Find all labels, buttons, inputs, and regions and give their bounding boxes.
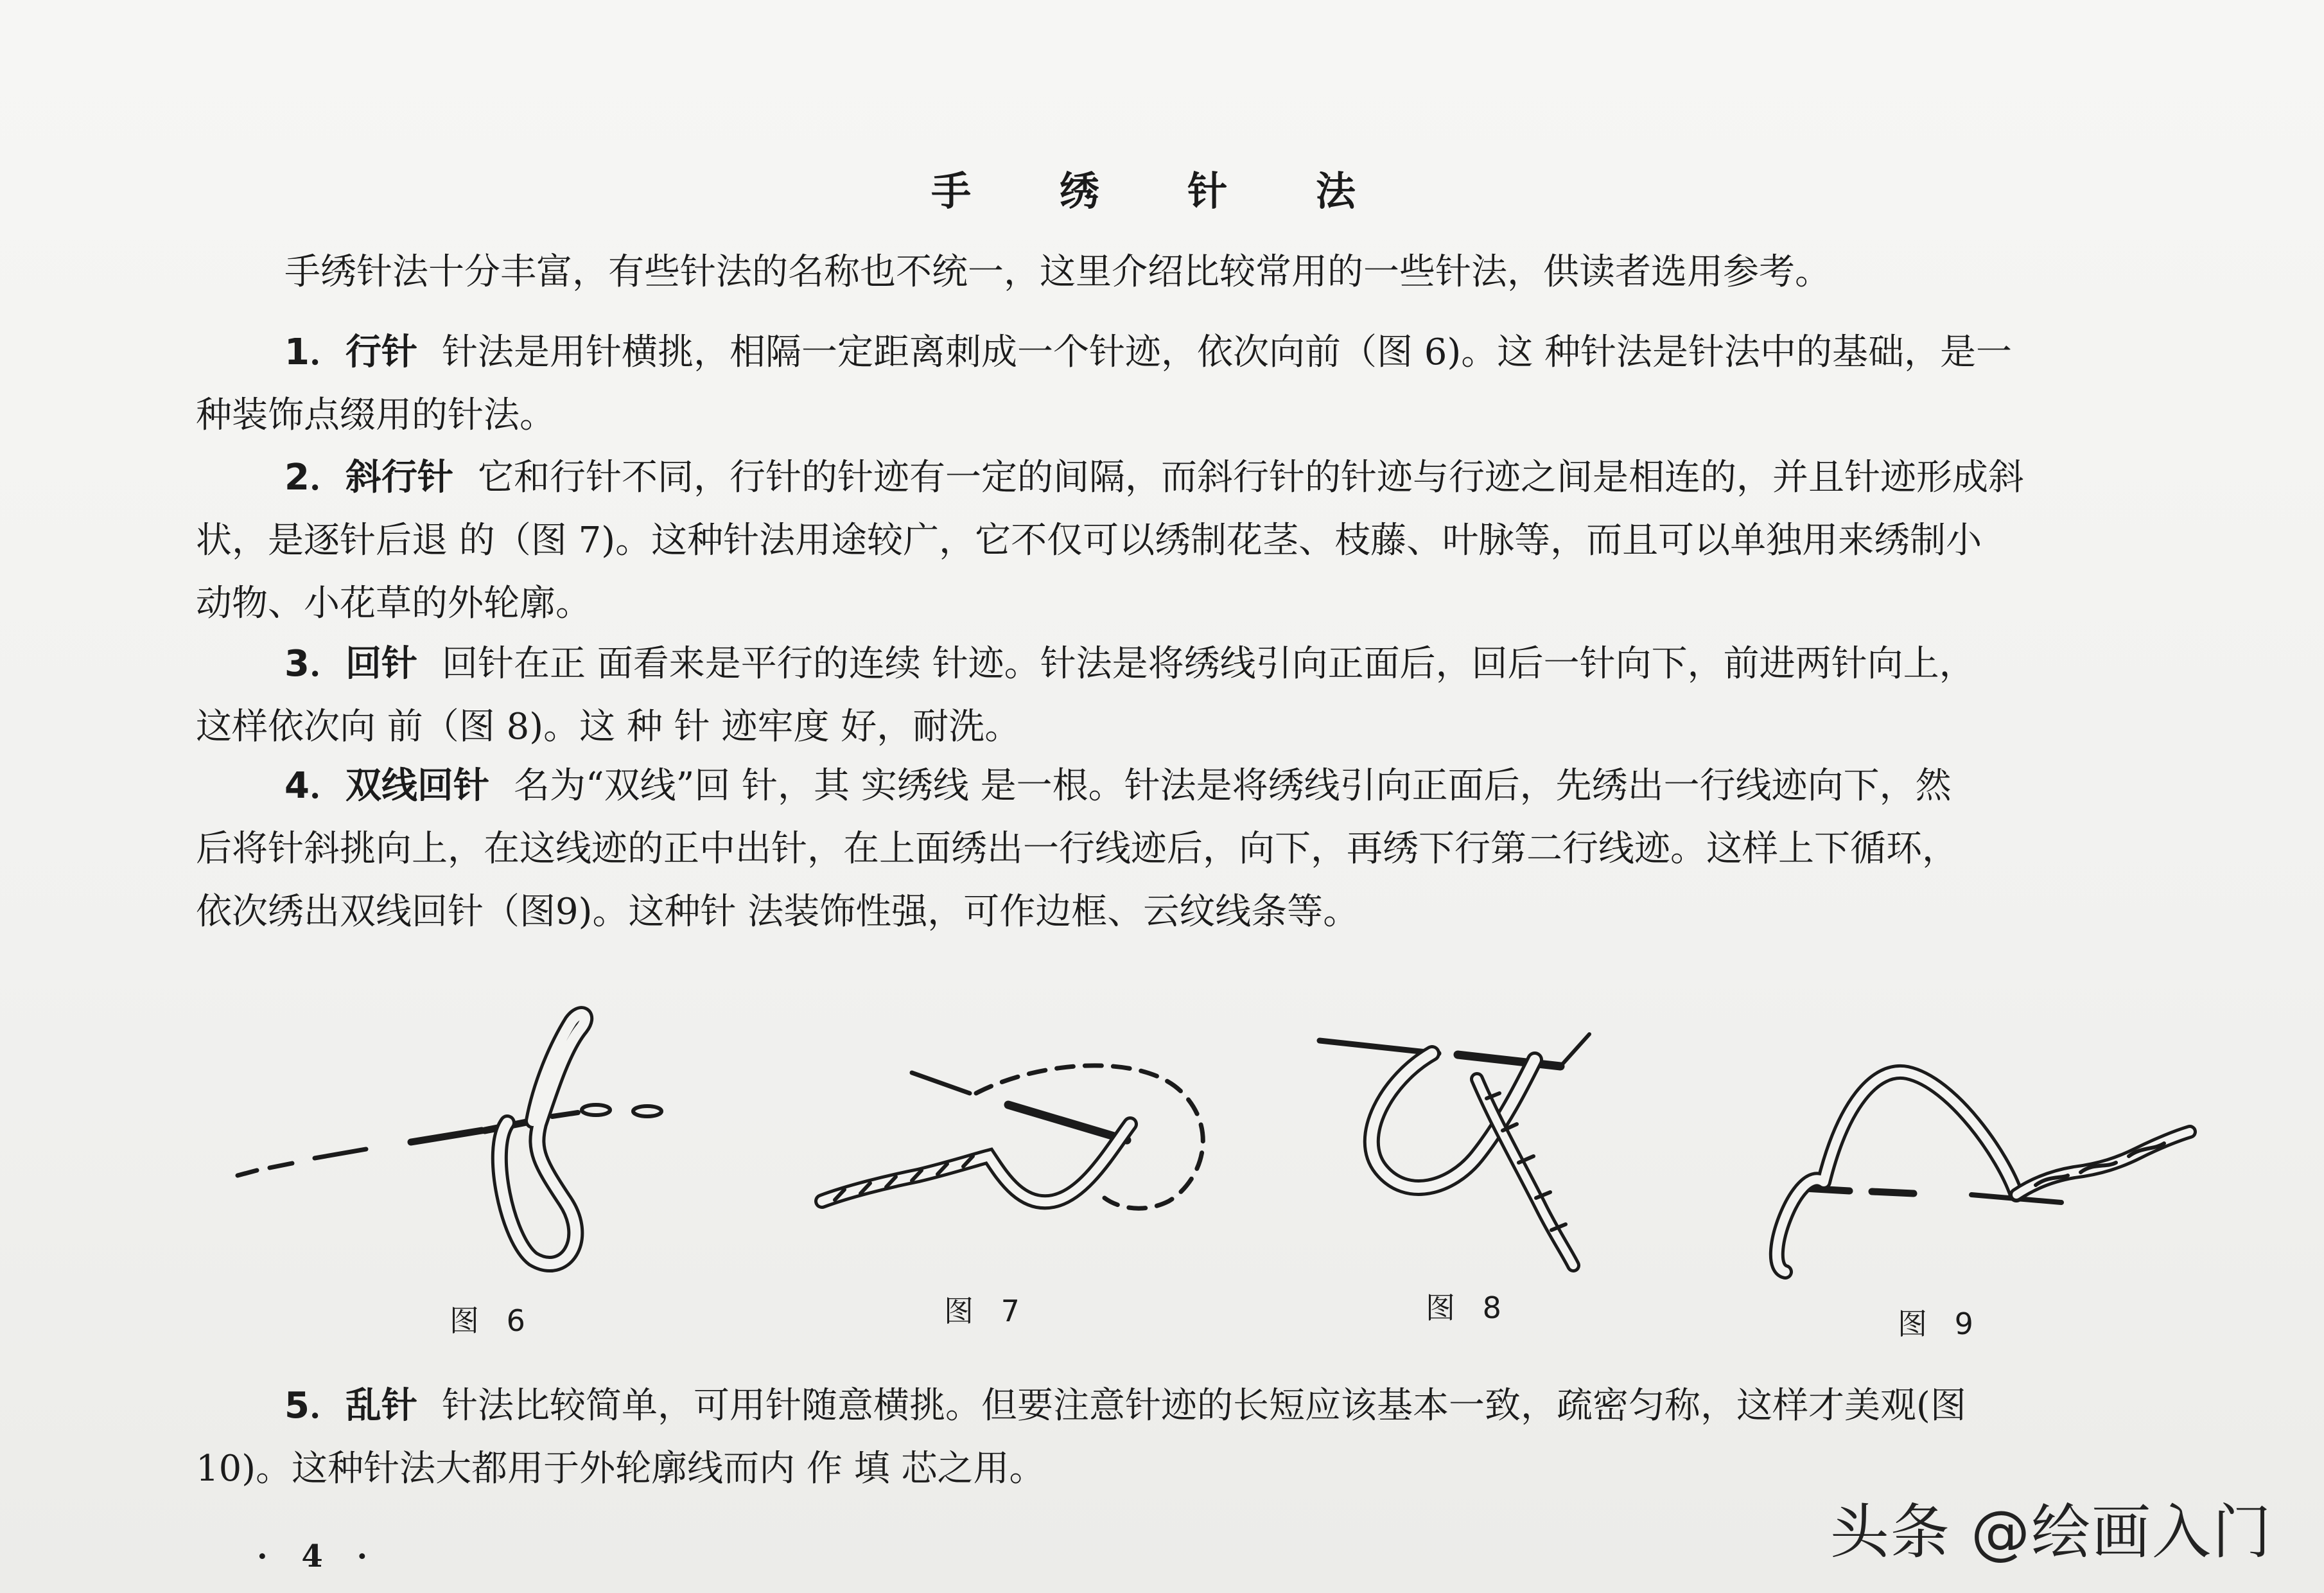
section-text: 种装饰点缀用的针法。 [196,394,555,436]
section-text: 回针在正 面看来是平行的连续 针迹。针法是将绣线引向正面后，回后一针向下，前进两针向上， [441,643,1975,685]
section-running-stitch [196,321,2212,447]
page-title: 手 绣 针 法 [931,168,1393,215]
figure-6-caption: 图 6 [450,1303,534,1338]
section-number: 3． [284,643,345,685]
double-back-stitch-illustration [1760,1053,2209,1278]
section-text: 状，是逐针后退 的（图 7)。这种针法用途较广，它不仅可以绣制花茎、枝藤、叶脉等，而且可以单独用来绣制小 [196,520,1982,561]
figure-7-caption: 图 7 [944,1294,1029,1328]
section-text: 后将针斜挑向上，在这线迹的正中出针，在上面绣出一行线迹后，向下，再绣下行第二行线迹。这样上下循环， [196,828,1958,870]
figure-9-caption: 图 9 [1898,1307,1982,1341]
section-text: 它和行针不同，行针的针迹有一定的间隔，而斜行针的针迹与行迹之间是相连的，并且针迹形成斜 [477,457,2024,498]
section-number: 1． [284,331,345,373]
section-line [196,1375,2212,1438]
slant-stitch-illustration [809,1053,1246,1246]
back-stitch-illustration [1310,1015,1618,1285]
section-line [196,633,2212,696]
section-slant-stitch [196,446,2212,635]
section-heading: 行针 [345,331,417,373]
running-stitch-illustration [231,1008,694,1278]
section-text: 针法是用针横挑，相隔一定距离刺成一个针迹，依次向前（图 6)。这 种针法是针法中的基础，是一 [441,331,2013,373]
section-random-stitch [196,1375,2212,1501]
section-heading: 回针 [345,643,417,685]
section-number: 2． [284,457,345,498]
section-number: 5． [284,1385,345,1427]
watermark-text: 头条 @绘画入门 [1830,1498,2273,1567]
section-text: 名为“双线”回 针，其 实绣线 是一根。针法是将绣线引向正面后，先绣出一行线迹向下，然 [513,765,1952,807]
section-text: 动物、小花草的外轮廓。 [196,583,591,624]
section-number: 4． [284,765,345,807]
section-line [196,321,2212,384]
section-back-stitch [196,633,2212,759]
section-heading: 双线回针 [345,765,489,807]
section-line [196,446,2212,509]
intro-paragraph: 手绣针法十分丰富，有些针法的名称也不统一，这里介绍比较常用的一些针法，供读者选用参考。 [284,251,1831,293]
section-text: 10)。这种针法大都用于外轮廓线而内 作 填 芯之用。 [196,1448,1045,1490]
figure-8-caption: 图 8 [1426,1290,1510,1325]
section-text: 依次绣出双线回针（图9)。这种针 法装饰性强，可作边框、云纹线条等。 [196,891,1359,933]
section-heading: 斜行针 [345,457,453,498]
section-heading: 乱针 [345,1385,417,1427]
page-number: · 4 · [257,1538,380,1574]
section-double-back-stitch [196,755,2212,944]
section-text: 这样依次向 前（图 8)。这 种 针 迹牢度 好，耐洗。 [196,706,1021,748]
section-line [196,755,2212,818]
section-text: 针法比较简单，可用针随意横挑。但要注意针迹的长短应该基本一致，疏密匀称，这样才美观(图 [441,1385,1966,1427]
